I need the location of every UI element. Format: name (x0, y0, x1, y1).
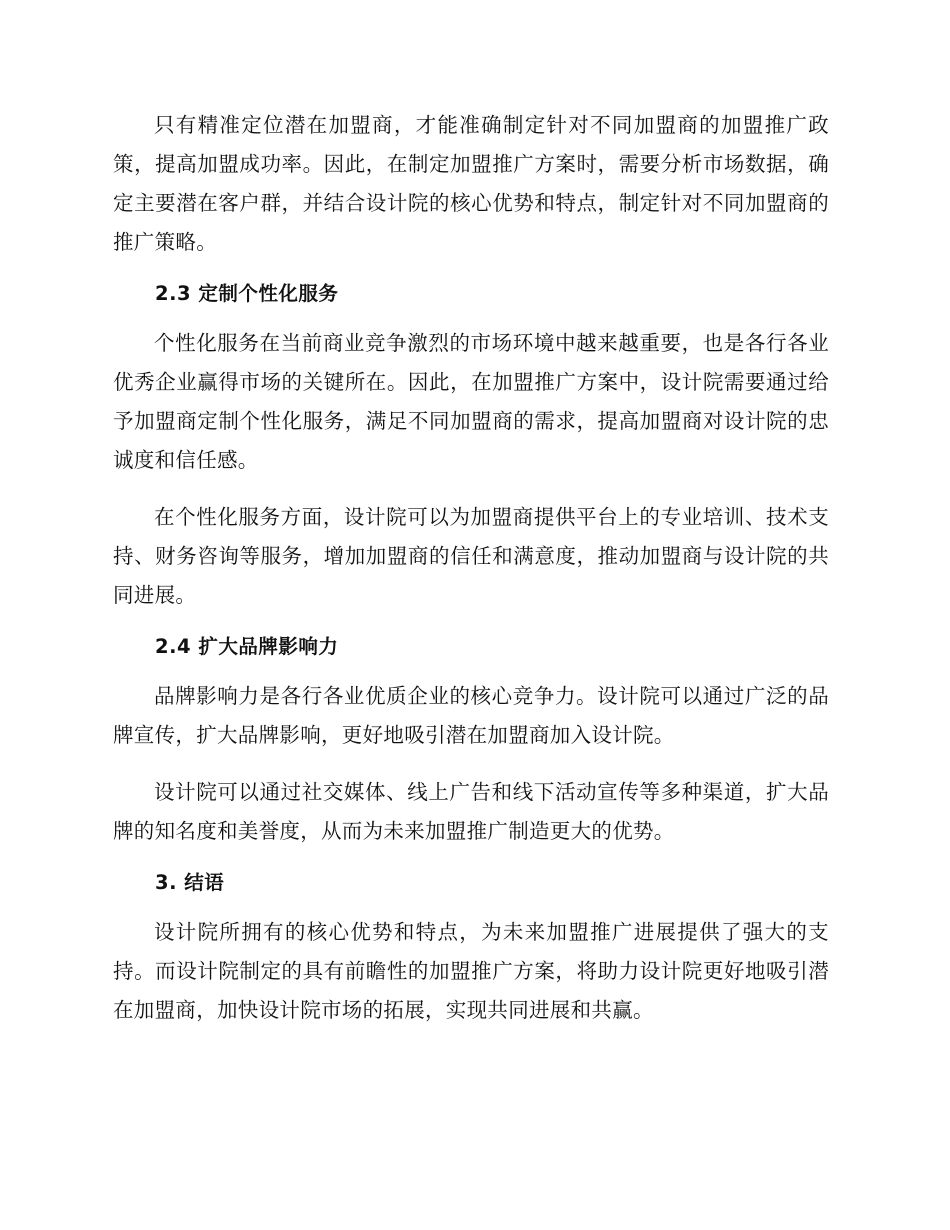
paragraph-positioning: 只有精准定位潜在加盟商，才能准确制定针对不同加盟商的加盟推广政策，提高加盟成功率。因此，在制定加盟推广方案时，需要分析市场数据，确定主要潜在客户群，并结合设计院的核心优势和特点，制定针对不同加盟商的推广策略。 (113, 113, 829, 254)
paragraph-personalized-service-detail: 在个性化服务方面，设计院可以为加盟商提供平台上的专业培训、技术支持、财务咨询等服务，增加加盟商的信任和满意度，推动加盟商与设计院的共同进展。 (113, 505, 829, 607)
paragraph-brand-influence-intro: 品牌影响力是各行各业优质企业的核心竞争力。设计院可以通过广泛的品牌宣传，扩大品牌影响，更好地吸引潜在加盟商加入设计院。 (113, 684, 829, 747)
section-heading-2-4: 2.4 扩大品牌影响力 (155, 635, 339, 658)
document-body (113, 106, 829, 1048)
paragraph-brand-influence-channels: 设计院可以通过社交媒体、线上广告和线下活动宣传等多种渠道，扩大品牌的知名度和美誉度，从而为未来加盟推广制造更大的优势。 (113, 780, 829, 843)
paragraph-conclusion: 设计院所拥有的核心优势和特点，为未来加盟推广进展提供了强大的支持。而设计院制定的具有前瞻性的加盟推广方案，将助力设计院更好地吸引潜在加盟商，加快设计院市场的拓展，实现共同进展和共赢。 (113, 920, 829, 1022)
paragraph-personalized-service-intro: 个性化服务在当前商业竞争激烈的市场环境中越来越重要，也是各行各业优秀企业赢得市场的关键所在。因此，在加盟推广方案中，设计院需要通过给予加盟商定制个性化服务，满足不同加盟商的需求，提高加盟商对设计院的忠诚度和信任感。 (113, 331, 829, 472)
section-heading-2-3: 2.3 定制个性化服务 (155, 282, 339, 305)
section-heading-3: 3. 结语 (155, 871, 225, 894)
